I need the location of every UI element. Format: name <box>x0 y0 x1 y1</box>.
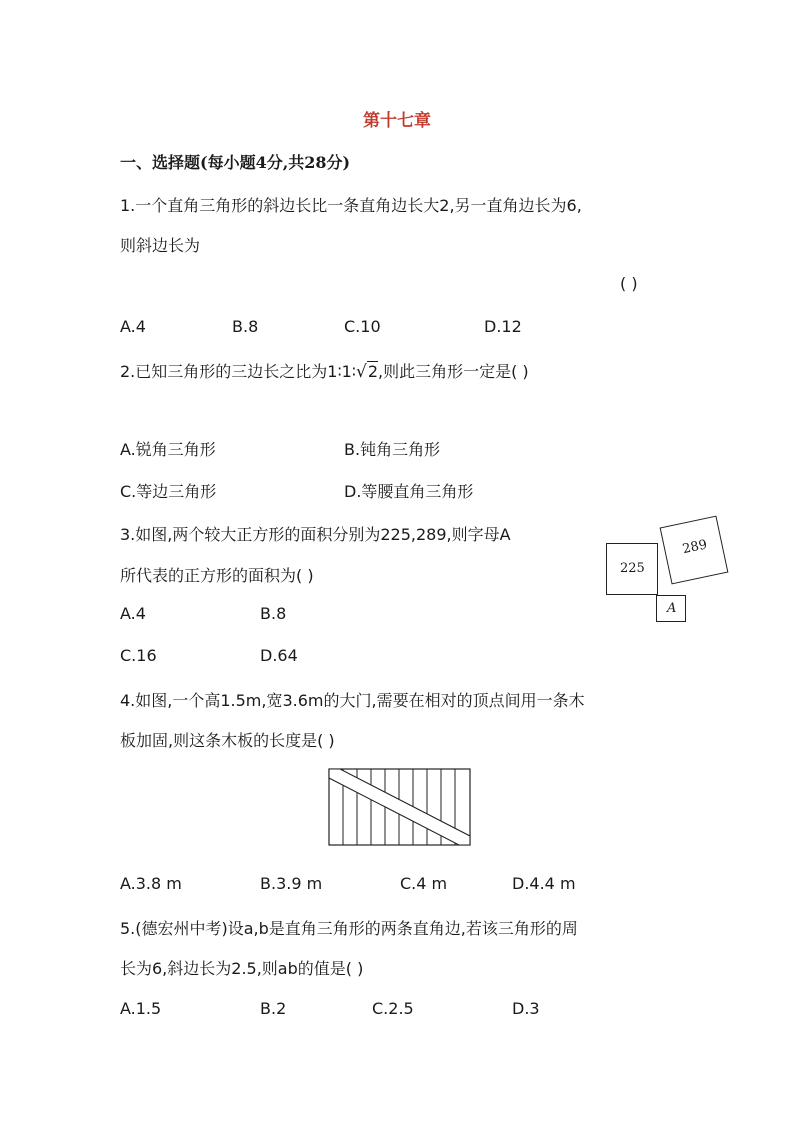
square-289-label: 289 <box>681 537 709 558</box>
question-1-option-b: B.8 <box>232 317 259 336</box>
square-a <box>656 595 686 622</box>
question-5-option-b: B.2 <box>260 999 287 1018</box>
question-5-line-1: 5.(德宏州中考)设a,b是直角三角形的两条直角边,若该三角形的周 <box>120 919 578 938</box>
question-3-option-d: D.64 <box>260 646 298 665</box>
square-289 <box>660 516 729 585</box>
sqrt-expression <box>356 362 378 382</box>
question-4-option-b: B.3.9 m <box>260 874 323 893</box>
question-2-text-after: ,则此三角形一定是( ) <box>378 362 529 381</box>
square-a-label: A <box>667 601 677 616</box>
question-3-line-1: 3.如图,两个较大正方形的面积分别为225,289,则字母A <box>120 525 511 544</box>
question-1-option-d: D.12 <box>484 317 522 336</box>
question-5-line-2: 长为6,斜边长为2.5,则ab的值是( ) <box>120 959 364 978</box>
square-225 <box>606 543 658 595</box>
square-225-label: 225 <box>620 561 645 576</box>
question-3-option-c: C.16 <box>120 646 157 665</box>
question-2-option-a: A.锐角三角形 <box>120 440 216 459</box>
question-1-option-c: C.10 <box>344 317 381 336</box>
sqrt-radicand: 2 <box>367 362 378 381</box>
question-4-option-d: D.4.4 m <box>512 874 576 893</box>
question-2-text-before: 2.已知三角形的三边长之比为1∶1∶ <box>120 362 356 381</box>
question-4-option-a: A.3.8 m <box>120 874 182 893</box>
page-title: 第十七章 <box>363 111 431 131</box>
question-2-option-d: D.等腰直角三角形 <box>344 482 474 501</box>
question-2-option-c: C.等边三角形 <box>120 482 217 501</box>
question-1-line-2: 则斜边长为 <box>120 236 201 255</box>
question-3-line-2: 所代表的正方形的面积为( ) <box>120 566 314 585</box>
section-heading: 一、选择题(每小题4分,共28分) <box>120 153 351 172</box>
question-1-answer-paren: ( ) <box>620 274 638 293</box>
question-2-text <box>120 359 529 382</box>
gate-figure <box>328 768 472 848</box>
question-1-option-a: A.4 <box>120 317 146 336</box>
question-3-option-b: B.8 <box>260 604 287 623</box>
question-5-option-c: C.2.5 <box>372 999 414 1018</box>
question-2-option-b: B.钝角三角形 <box>344 440 441 459</box>
question-4-line-1: 4.如图,一个高1.5m,宽3.6m的大门,需要在相对的顶点间用一条木 <box>120 691 585 710</box>
question-5-option-a: A.1.5 <box>120 999 162 1018</box>
question-4-line-2: 板加固,则这条木板的长度是( ) <box>120 731 335 750</box>
question-1-line-1: 1.一个直角三角形的斜边长比一条直角边长大2,另一直角边长为6, <box>120 196 582 215</box>
question-3-option-a: A.4 <box>120 604 146 623</box>
question-4-option-c: C.4 m <box>400 874 448 893</box>
squares-figure <box>600 508 750 628</box>
sqrt-sign: √ <box>355 362 367 382</box>
question-5-option-d: D.3 <box>512 999 540 1018</box>
